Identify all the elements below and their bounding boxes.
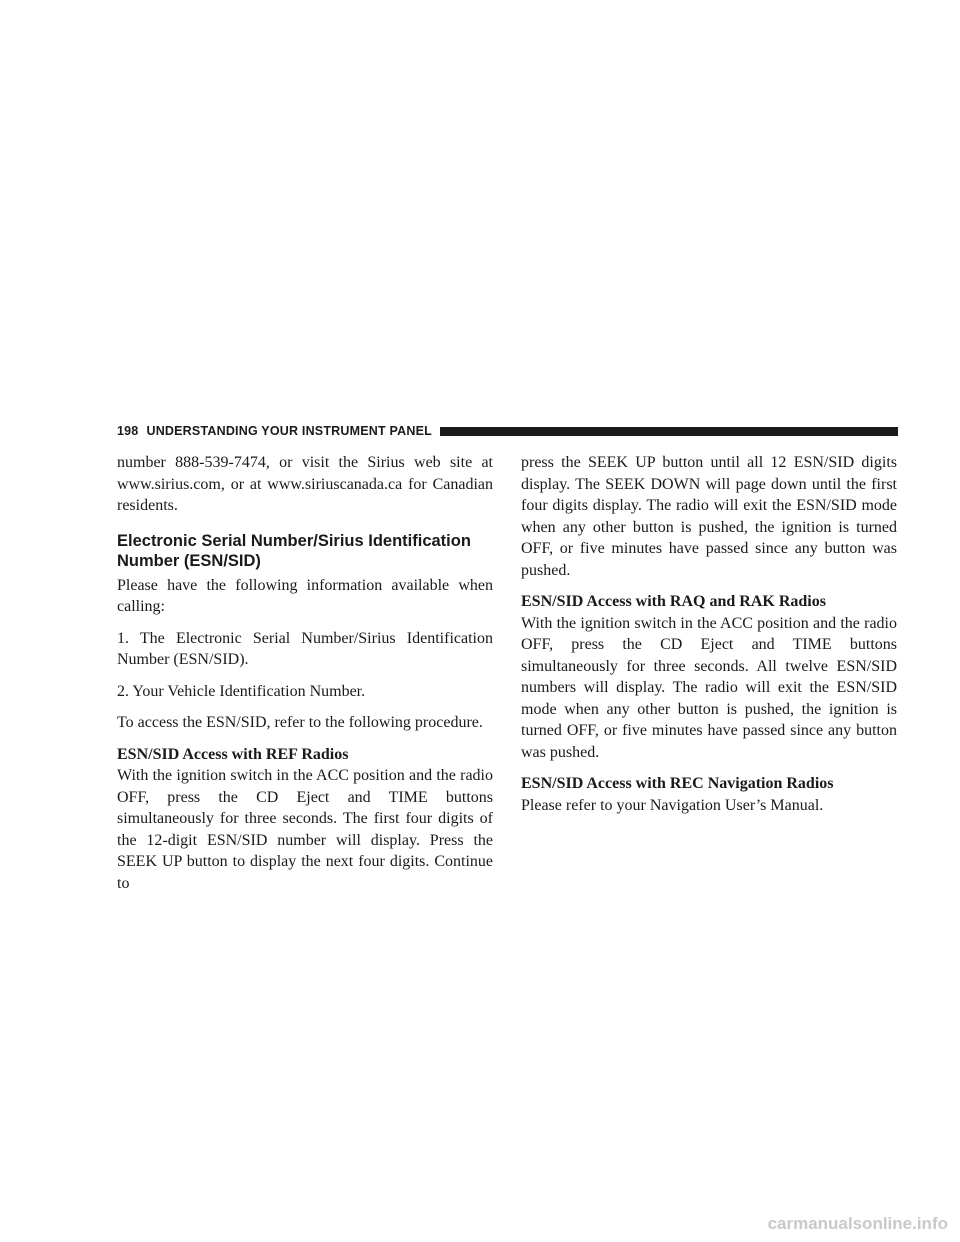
page-header [117,421,898,441]
heading-ref-radios: ESN/SID Access with REF Radios [117,745,349,763]
intro-paragraph: number 888-539-7474, or visit the Sirius web site at www.sirius.com, or at www.siriuscanada.ca for Canadian residents. [117,454,493,514]
paragraph-raq-rak-radios: With the ignition switch in the ACC position and the radio OFF, press the CD Eject and TIME buttons simultaneously for three seconds. All twelve ESN/SID numbers will display. The radio will exit the ESN/SID mode when any other button is pushed, the ignition is turned OFF, or five minutes have passed since any button was pushed. [521,614,897,761]
paragraph-rec-radios: Please refer to your Navigation User’s Manual. [521,796,824,814]
left-column [117,452,493,904]
paragraph-ref-radios: With the ignition switch in the ACC position and the radio OFF, press the CD Eject and TIME buttons simultaneously for three seconds. The first four digits of the 12-digit ESN/SID number will display. Press the SEEK UP button to display the next four digits. Continue to [117,767,493,892]
section-title: UNDERSTANDING YOUR INSTRUMENT PANEL [146,424,432,438]
paragraph-access: To access the ESN/SID, refer to the following procedure. [117,714,483,731]
list-item-vin: 2. Your Vehicle Identification Number. [117,682,366,700]
paragraph-continue: press the SEEK UP button until all 12 ESN/SID digits display. The SEEK DOWN will page down until the first four digits display. The radio will exit the ESN/SID mode when any other button is pushed, the ignition is turned OFF, or five minutes have passed since any button was pushed. [521,454,897,579]
right-column [521,452,897,826]
heading-rec-radios: ESN/SID Access with REC Navigation Radios [521,775,834,792]
heading-esn-sid: Electronic Serial Number/Sirius Identification Number (ESN/SID) [117,531,471,570]
list-item-esn: 1. The Electronic Serial Number/Sirius Identification Number (ESN/SID). [117,629,493,668]
paragraph-have-info: Please have the following information available when calling: [117,576,493,615]
page-number: 198 [117,424,139,438]
watermark: carmanualsonline.info [767,1214,948,1233]
heading-raq-rak-radios: ESN/SID Access with RAQ and RAK Radios [521,593,826,610]
header-rule [440,427,898,436]
